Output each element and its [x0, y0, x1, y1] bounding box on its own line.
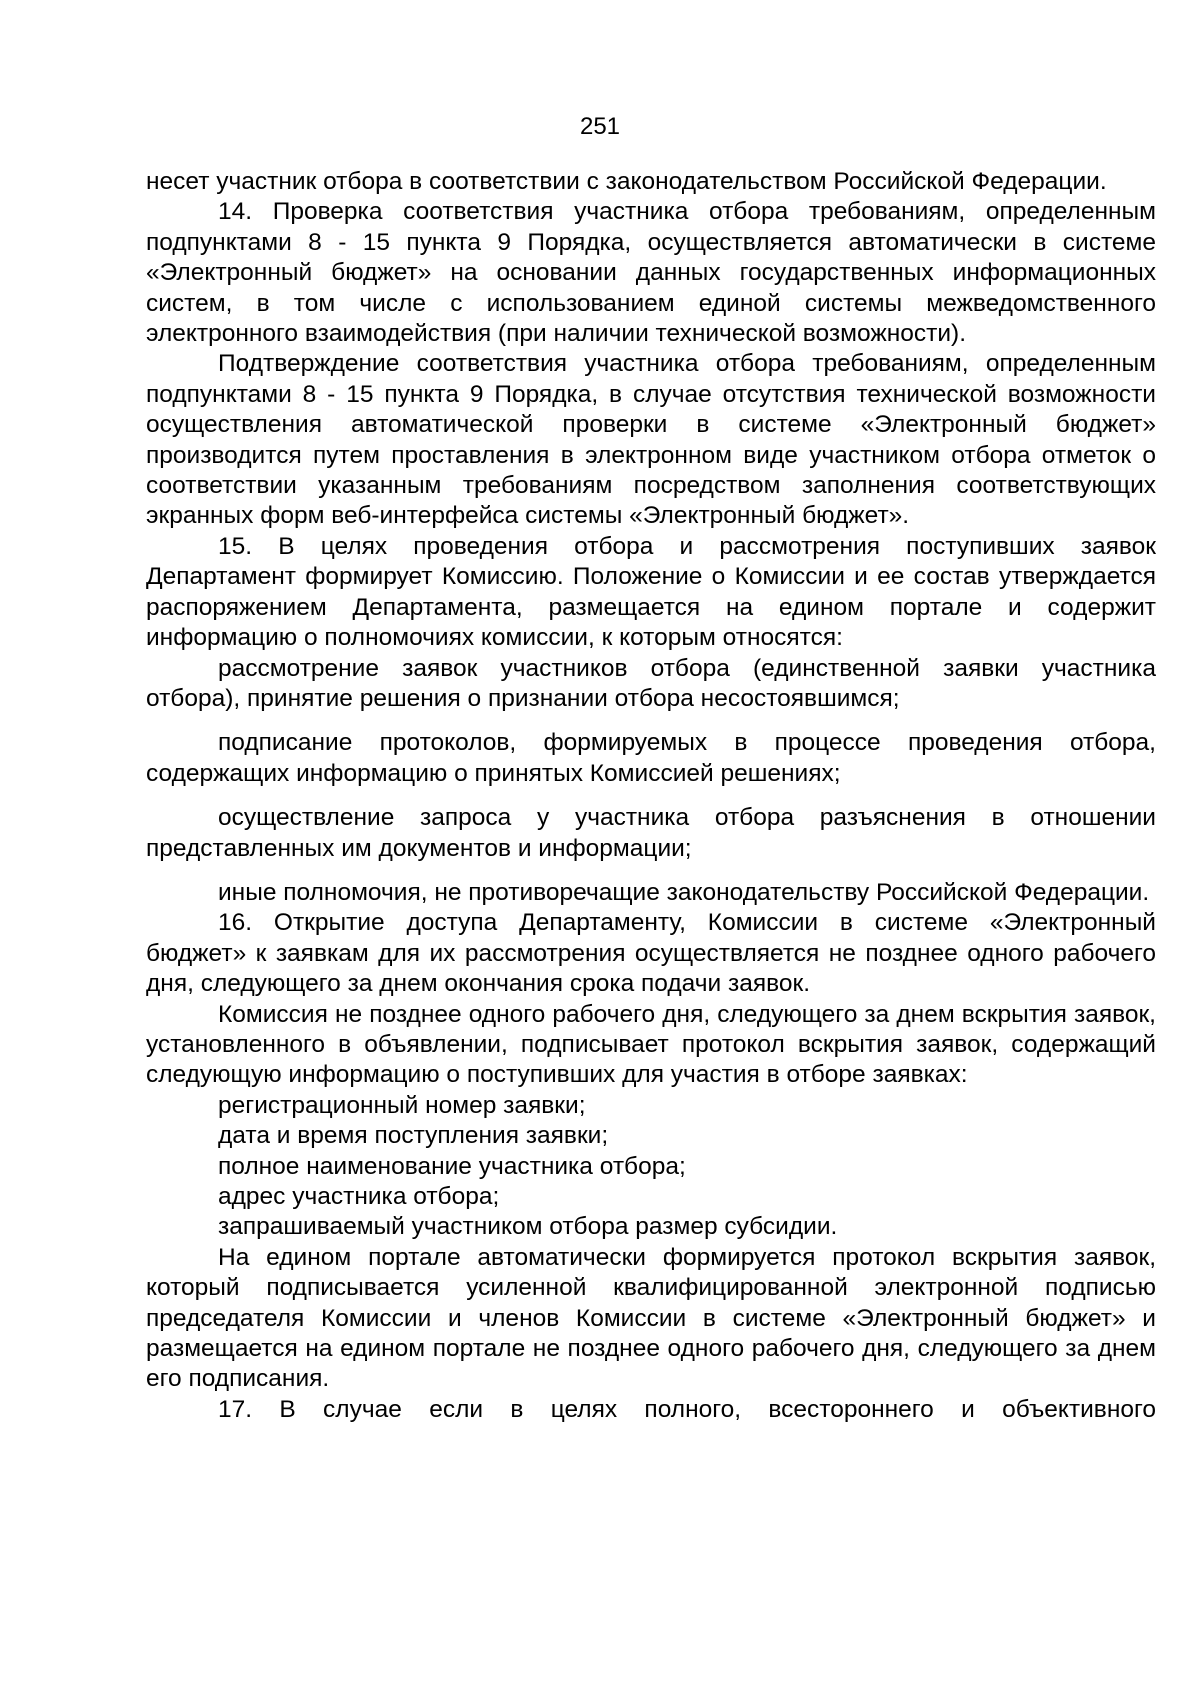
paragraph-item-14: 14. Проверка соответствия участника отбора требованиям, определенным подпунктами 8 - 15 пункта 9 Порядка, осуществляется автоматически в системе «Электронный бюджет» на основании данных государственных информационных систем, в том числе с использованием единой системы межведомственного электронного взаимодействия (при наличии технической возможности). [146, 198, 1156, 348]
paragraph-item-16: 16. Открытие доступа Департаменту, Комиссии в системе «Электронный бюджет» к заявкам для их рассмотрения осуществляется не позднее одного рабочего дня, следующего за днем окончания срока подачи заявок. [146, 909, 1156, 998]
list-item: адрес участника отбора; [218, 1183, 500, 1210]
list-item: регистрационный номер заявки; [218, 1091, 586, 1119]
list-item: иные полномочия, не противоречащие законодательству Российской Федерации. [218, 878, 1150, 906]
list-item: рассмотрение заявок участников отбора (единственной заявки участника отбора), принятие решения о признании отбора несостоявшимся; [146, 654, 1156, 712]
list-item: подписание протоколов, формируемых в процессе проведения отбора, содержащих информацию о принятых Комиссией решениях; [146, 729, 1156, 787]
paragraph-item-15: 15. В целях проведения отбора и рассмотрения поступивших заявок Департамент формирует Комиссию. Положение о Комиссии и ее состав утверждается распоряжением Департамента, размещается на едином портале и содержит информацию о полномочиях комиссии, к которым относятся: [146, 532, 1156, 652]
list-item: полное наименование участника отбора; [218, 1152, 686, 1180]
list-item: запрашиваемый участником отбора размер субсидии. [218, 1213, 838, 1241]
paragraph: несет участник отбора в соответствии с законодательством Российской Федерации. [146, 168, 1107, 195]
paragraph: На едином портале автоматически формируется протокол вскрытия заявок, который подписывается усиленной квалифицированной электронной подписью председателя Комиссии и членов Комиссии в системе «Электронный бюджет» и размещается на едином портале не позднее одного рабочего дня, следующего за днем его подписания. [146, 1243, 1156, 1393]
document-body [146, 167, 1156, 1425]
list-item: дата и время поступления заявки; [218, 1122, 609, 1150]
page-number: 251 [579, 113, 621, 140]
paragraph: Подтверждение соответствия участника отбора требованиям, определенным подпунктами 8 - 15 пункта 9 Порядка, в случае отсутствия технической возможности осуществления автоматической проверки в системе «Электронный бюджет» производится путем проставления в электронном виде участником отбора отметок о соответствии указанным требованиям посредством заполнения соответствующих экранных форм веб-интерфейса системы «Электронный бюджет». [146, 350, 1156, 530]
paragraph: Комиссия не позднее одного рабочего дня, следующего за днем вскрытия заявок, установленного в объявлении, подписывает протокол вскрытия заявок, содержащий следующую информацию о поступивших для участия в отборе заявках: [146, 1000, 1156, 1089]
paragraph-item-17: 17. В случае если в целях полного, всестороннего и объективного [218, 1395, 1156, 1423]
list-item: осуществление запроса у участника отбора разъяснения в отношении представленных им документов и информации; [146, 804, 1156, 862]
